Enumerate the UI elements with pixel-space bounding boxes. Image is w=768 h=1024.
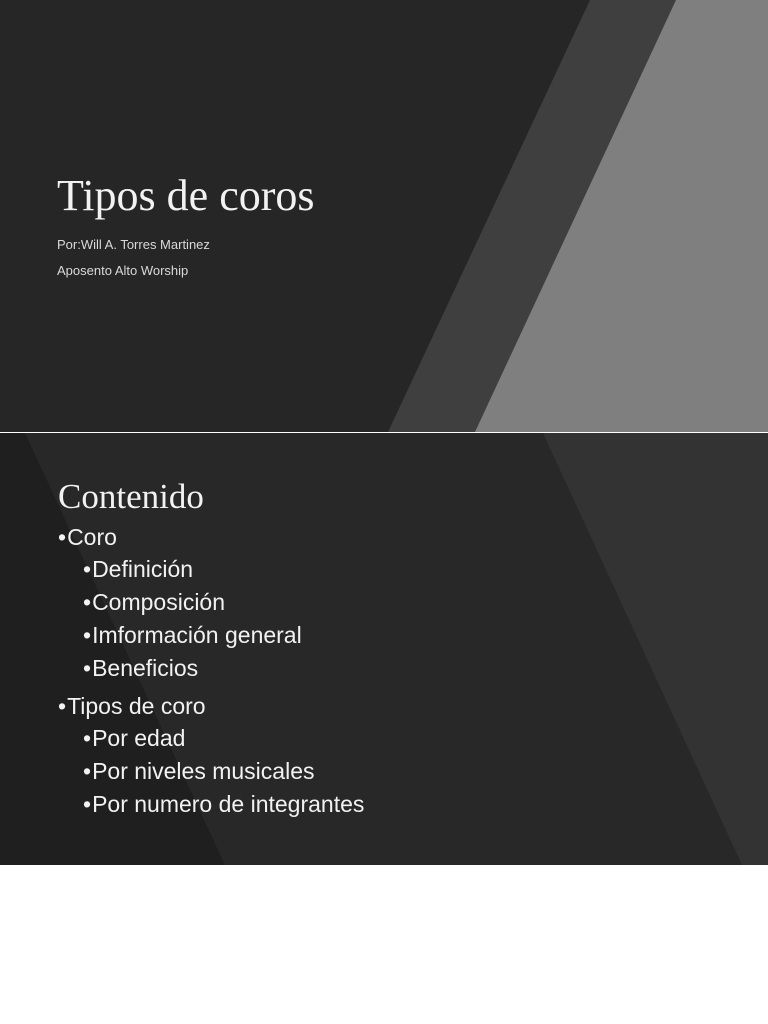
ministry-line: Aposento Alto Worship bbox=[57, 263, 189, 278]
list-item bbox=[83, 619, 364, 652]
contents-list bbox=[58, 521, 364, 826]
bullet: • bbox=[83, 589, 92, 615]
slide-title bbox=[0, 0, 768, 432]
list-item bbox=[83, 553, 364, 586]
slide-contents bbox=[0, 433, 768, 865]
list-item bbox=[58, 521, 364, 685]
item-label: Definición bbox=[92, 556, 194, 582]
item-label: Composición bbox=[92, 589, 226, 615]
bullet: • bbox=[83, 556, 92, 582]
item-label: Por numero de integrantes bbox=[92, 791, 365, 817]
bullet: • bbox=[83, 758, 92, 784]
right-diagonal-band bbox=[543, 433, 768, 865]
item-label: Por edad bbox=[92, 725, 186, 751]
bullet: • bbox=[58, 693, 67, 719]
list-item bbox=[58, 690, 364, 821]
sub-list bbox=[83, 553, 364, 685]
item-label: Beneficios bbox=[92, 655, 199, 681]
item-label: Imformación general bbox=[92, 622, 302, 648]
item-label: Por niveles musicales bbox=[92, 758, 315, 784]
list-item bbox=[83, 788, 364, 821]
bullet: • bbox=[83, 655, 92, 681]
section-label: Coro bbox=[67, 524, 117, 550]
contents-title: Contenido bbox=[58, 477, 204, 516]
bullet: • bbox=[83, 791, 92, 817]
blank-page-area bbox=[0, 865, 768, 1024]
bullet: • bbox=[83, 725, 92, 751]
presentation-title: Tipos de coros bbox=[57, 171, 315, 220]
bullet: • bbox=[83, 622, 92, 648]
section-label: Tipos de coro bbox=[67, 693, 206, 719]
sub-list bbox=[83, 722, 364, 821]
author-line: Por:Will A. Torres Martinez bbox=[57, 237, 210, 252]
list-item bbox=[83, 652, 364, 685]
list-item bbox=[83, 722, 364, 755]
bullet: • bbox=[58, 524, 67, 550]
list-item bbox=[83, 586, 364, 619]
list-item bbox=[83, 755, 364, 788]
